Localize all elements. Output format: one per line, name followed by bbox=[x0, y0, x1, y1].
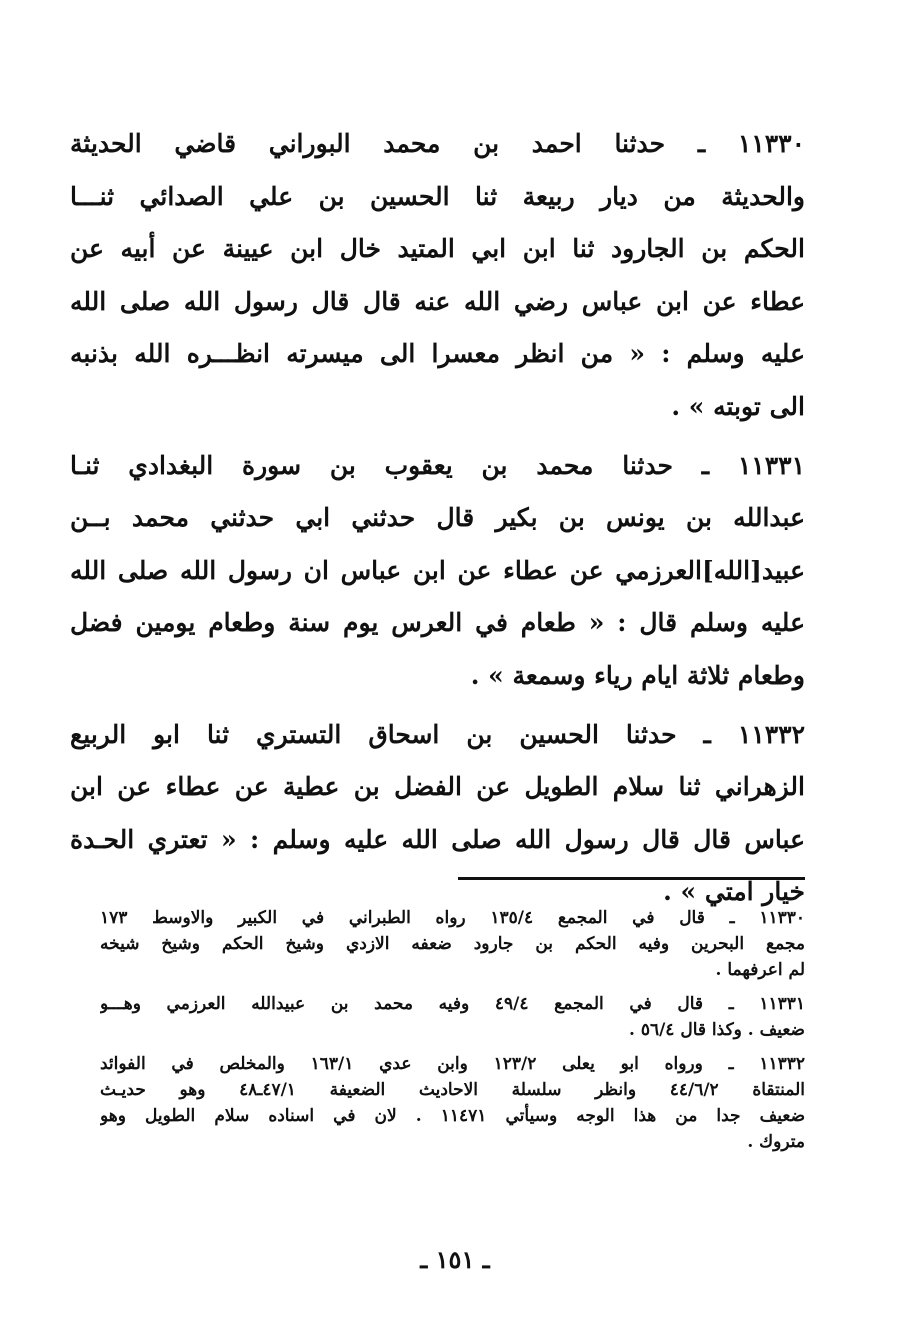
footnotes bbox=[100, 905, 805, 1163]
text-line: خيار امتي » . bbox=[663, 877, 805, 907]
hadith-11330 bbox=[70, 118, 805, 434]
footnote-11330 bbox=[100, 905, 805, 983]
text-line: الحكم بن الجارود ثنا ابن ابي المتيد خال ابن عيينة عن أبيه عن bbox=[70, 234, 805, 264]
footnote-11332 bbox=[100, 1051, 805, 1155]
main-text bbox=[70, 118, 805, 925]
footnote-line: متروك . bbox=[747, 1132, 805, 1152]
text-line: ١١٣٣١ ـ حدثنا محمد بن يعقوب بن سورة البغدادي ثنـا bbox=[70, 450, 805, 480]
text-line: الزهراني ثنا سلام الطويل عن الفضل بن عطية عن عطاء عن ابن bbox=[70, 772, 805, 802]
footnote-line: المنتقاة ٤٤/٦/٢ وانظر سلسلة الاحاديث الضعيفة ٤٧/١ـ٤٨ وهو حديـث bbox=[100, 1080, 805, 1100]
text-line: عطاء عن ابن عباس رضي الله عنه قال قال رسول الله صلى الله bbox=[70, 286, 805, 316]
footnote-line: ١١٣٣١ ـ قال في المجمع ٤٩/٤ وفيه محمد بن عبيدالله العرزمي وهـــو bbox=[100, 994, 805, 1014]
text-line: عبيد[الله]العرزمي عن عطاء عن ابن عباس ان رسول الله صلى الله bbox=[70, 555, 805, 585]
footnote-line: لم اعرفهما . bbox=[715, 960, 805, 980]
footnote-line: مجمع البحرين وفيه الحكم بن جارود ضعفه الازدي وشيخ الحكم وشيخ شيخه bbox=[100, 934, 805, 954]
page-number: ـ ١٥١ ـ bbox=[420, 1245, 490, 1274]
footnote-line: ١١٣٣٠ ـ قال في المجمع ١٣٥/٤ رواه الطبراني في الكبير والاوسط ١٧٣ bbox=[100, 908, 805, 928]
footnote-line: ١١٣٣٢ ـ ورواه ابو يعلى ١٢٣/٢ وابن عدي ١٦٣/١ والمخلص في الفوائد bbox=[100, 1054, 805, 1074]
hadith-11331 bbox=[70, 440, 805, 703]
text-line: عباس قال قال رسول الله صلى الله عليه وسلم : « تعتري الحـدة bbox=[70, 824, 805, 854]
text-line: عبدالله بن يونس بن بكير قال حدثني ابي حدثني محمد بــن bbox=[70, 503, 805, 533]
text-line: والحديثة من ديار ربيعة ثنا الحسين بن علي الصدائي ثنـــا bbox=[70, 181, 805, 211]
text-line: عليه وسلم قال : « طعام في العرس يوم سنة وطعام يومين فضل bbox=[70, 608, 805, 638]
text-line: الى توبته » . bbox=[671, 391, 805, 421]
text-line: ١١٣٣٢ ـ حدثنا الحسين بن اسحاق التستري ثنا ابو الربيع bbox=[70, 719, 805, 749]
text-line: وطعام ثلاثة ايام رياء وسمعة » . bbox=[470, 660, 805, 690]
footnote-divider bbox=[458, 877, 805, 880]
text-line: عليه وسلم : « من انظر معسرا الى ميسرته انظـــره الله بذنبه bbox=[70, 339, 805, 369]
footnote-11331 bbox=[100, 991, 805, 1043]
text-line: ١١٣٣٠ ـ حدثنا احمد بن محمد البوراني قاضي الحديثة bbox=[70, 129, 805, 158]
footnote-line: ضعيف . وكذا قال ٥٦/٤ . bbox=[628, 1020, 805, 1040]
hadith-11332 bbox=[70, 709, 805, 919]
footnote-line: ضعيف جدا من هذا الوجه وسيأتي ١١٤٧١ . لان في اسناده سلام الطويل وهو bbox=[100, 1106, 805, 1126]
